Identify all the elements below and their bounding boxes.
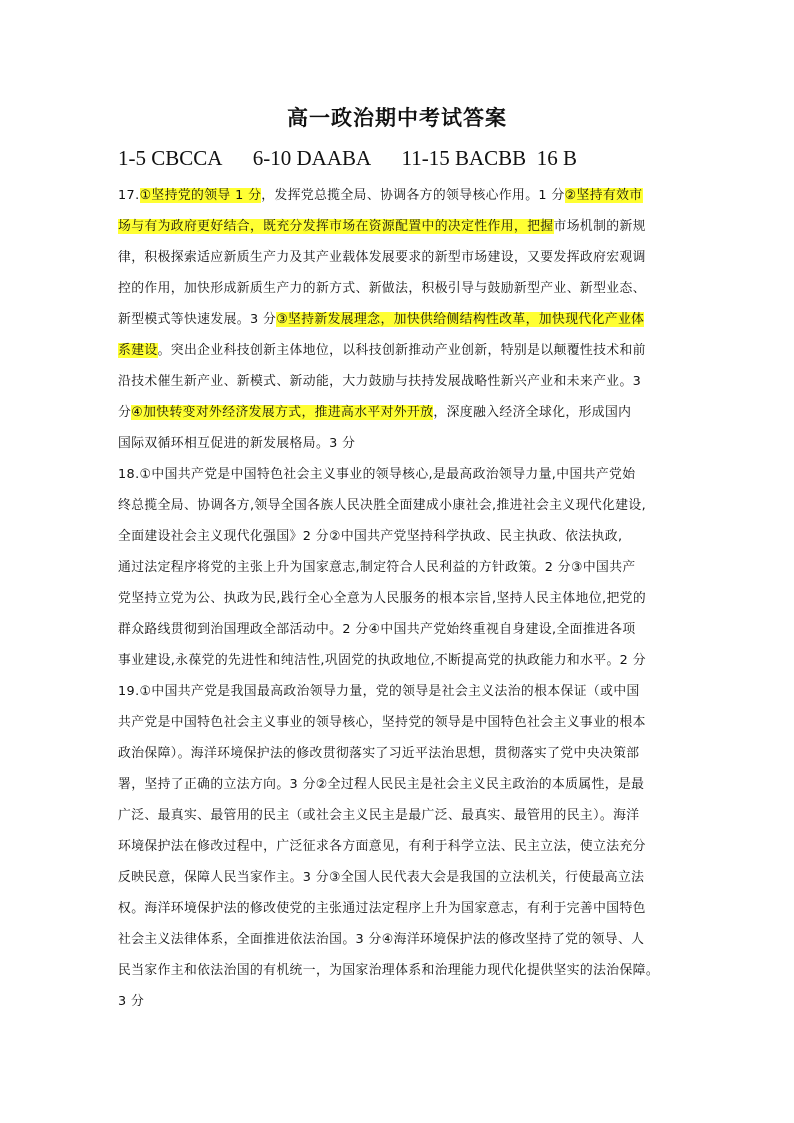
text-segment: 党坚持立党为公、执政为民,践行全心全意为人民服务的根本宗旨,坚持人民主体地位,把党的: [118, 591, 647, 606]
text-line: [118, 583, 688, 614]
text-segment: 分: [118, 405, 132, 420]
text-segment: 终总揽全局、协调各方,领导全国各族人民决胜全面建成小康社会,推进社会主义现代化建设,: [118, 498, 647, 513]
highlighted-text: ②坚持有效市: [564, 188, 643, 203]
text-line: [118, 955, 688, 986]
text-segment: 共产党是中国特色社会主义事业的领导核心，坚持党的领导是中国特色社会主义事业的根本: [118, 715, 646, 730]
text-line: [118, 180, 688, 211]
text-segment: 控的作用，加快形成新质生产力的新方式、新做法，积极引导与鼓励新型产业、新型业态、: [118, 281, 646, 296]
text-line: [118, 304, 688, 335]
text-segment: ，发挥党总揽全局、协调各方的领导核心作用。1 分: [261, 188, 565, 203]
text-line: [118, 397, 688, 428]
text-segment: 。突出企业科技创新主体地位，以科技创新推动产业创新，特别是以颠覆性技术和前: [157, 343, 646, 358]
text-segment: 政治保障）。海洋环境保护法的修改贯彻落实了习近平法治思想，贯彻落实了党中央决策部: [118, 746, 640, 761]
text-segment: 全面建设社会主义现代化强国》2 分②中国共产党坚持科学执政、民主执政、依法执政,: [118, 529, 623, 544]
text-line: [118, 335, 688, 366]
text-line: [118, 738, 688, 769]
text-segment: 国际双循环相互促进的新发展格局。3 分: [118, 436, 356, 451]
text-segment: 民当家作主和依法治国的有机统一，为国家治理体系和治理能力现代化提供坚实的法治保障。: [118, 963, 660, 978]
text-line: [118, 769, 688, 800]
text-line: [118, 273, 688, 304]
text-line: [118, 242, 688, 273]
text-line: [118, 614, 688, 645]
text-segment: 市场机制的新规: [553, 219, 646, 234]
highlighted-text: ④加快转变对外经济发展方式，推进高水平对外开放: [131, 405, 434, 420]
text-line: [118, 459, 688, 490]
text-line: [118, 428, 688, 459]
text-line: [118, 490, 688, 521]
highlighted-text: ①坚持党的领导 1 分: [139, 188, 262, 203]
text-segment: 广泛、最真实、最管用的民主（或社会主义民主是最广泛、最真实、最管用的民主）。海洋: [118, 808, 640, 823]
text-segment: 权。海洋环境保护法的修改使党的主张通过法定程序上升为国家意志，有利于完善中国特色: [118, 901, 646, 916]
text-segment: 18.①中国共产党是中国特色社会主义事业的领导核心,是最高政治领导力量,中国共产党始: [118, 467, 636, 482]
highlighted-text: ③坚持新发展理念，加快供给侧结构性改革，加快现代化产业体: [276, 312, 645, 327]
text-segment: 新型模式等快速发展。3 分: [118, 312, 277, 327]
highlighted-text: 场与有为政府更好结合，既充分发挥市场在资源配置中的决定性作用，把握: [118, 219, 554, 234]
text-line: [118, 552, 688, 583]
highlighted-text: 系建设: [118, 343, 158, 358]
text-segment: 反映民意，保障人民当家作主。3 分③全国人民代表大会是我国的立法机关，行使最高立法: [118, 870, 645, 885]
text-line: [118, 521, 688, 552]
text-segment: 律，积极探索适应新质生产力及其产业载体发展要求的新型市场建设，又要发挥政府宏观调: [118, 250, 646, 265]
text-line: [118, 366, 688, 397]
text-segment: 署，坚持了正确的立法方向。3 分②全过程人民民主是社会主义民主政治的本质属性，是最: [118, 777, 645, 792]
text-segment: 3 分: [118, 994, 145, 1009]
text-segment: 事业建设,永葆党的先进性和纯洁性,巩固党的执政地位,不断提高党的执政能力和水平。2 分: [118, 653, 646, 668]
text-line: [118, 645, 688, 676]
multiple-choice-answers: 1-5 CBCCA 6-10 DAABA 11-15 BACBB 16 B: [118, 146, 577, 170]
text-segment: 沿技术催生新产业、新模式、新动能，大力鼓励与扶持发展战略性新兴产业和未来产业。3: [118, 374, 642, 389]
text-line: [118, 831, 688, 862]
text-segment: 环境保护法在修改过程中，广泛征求各方面意见，有利于科学立法、民主立法，使立法充分: [118, 839, 646, 854]
text-line: [118, 707, 688, 738]
text-line: [118, 676, 688, 707]
text-segment: 通过法定程序将党的主张上升为国家意志,制定符合人民利益的方针政策。2 分③中国共产: [118, 560, 636, 575]
text-line: [118, 862, 688, 893]
text-segment: 19.①中国共产党是我国最高政治领导力量，党的领导是社会主义法治的根本保证（或中国: [118, 684, 640, 699]
text-segment: 17.: [118, 188, 140, 203]
text-line: [118, 893, 688, 924]
text-segment: 群众路线贯彻到治国理政全部活动中。2 分④中国共产党始终重视自身建设,全面推进各项: [118, 622, 636, 637]
text-line: [118, 986, 688, 1017]
text-line: [118, 800, 688, 831]
page-title: 高一政治期中考试答案: [287, 105, 507, 130]
text-segment: ，深度融入经济全球化，形成国内: [433, 405, 632, 420]
text-segment: 社会主义法律体系，全面推进依法治国。3 分④海洋环境保护法的修改坚持了党的领导、人: [118, 932, 645, 947]
text-line: [118, 924, 688, 955]
text-line: [118, 211, 688, 242]
